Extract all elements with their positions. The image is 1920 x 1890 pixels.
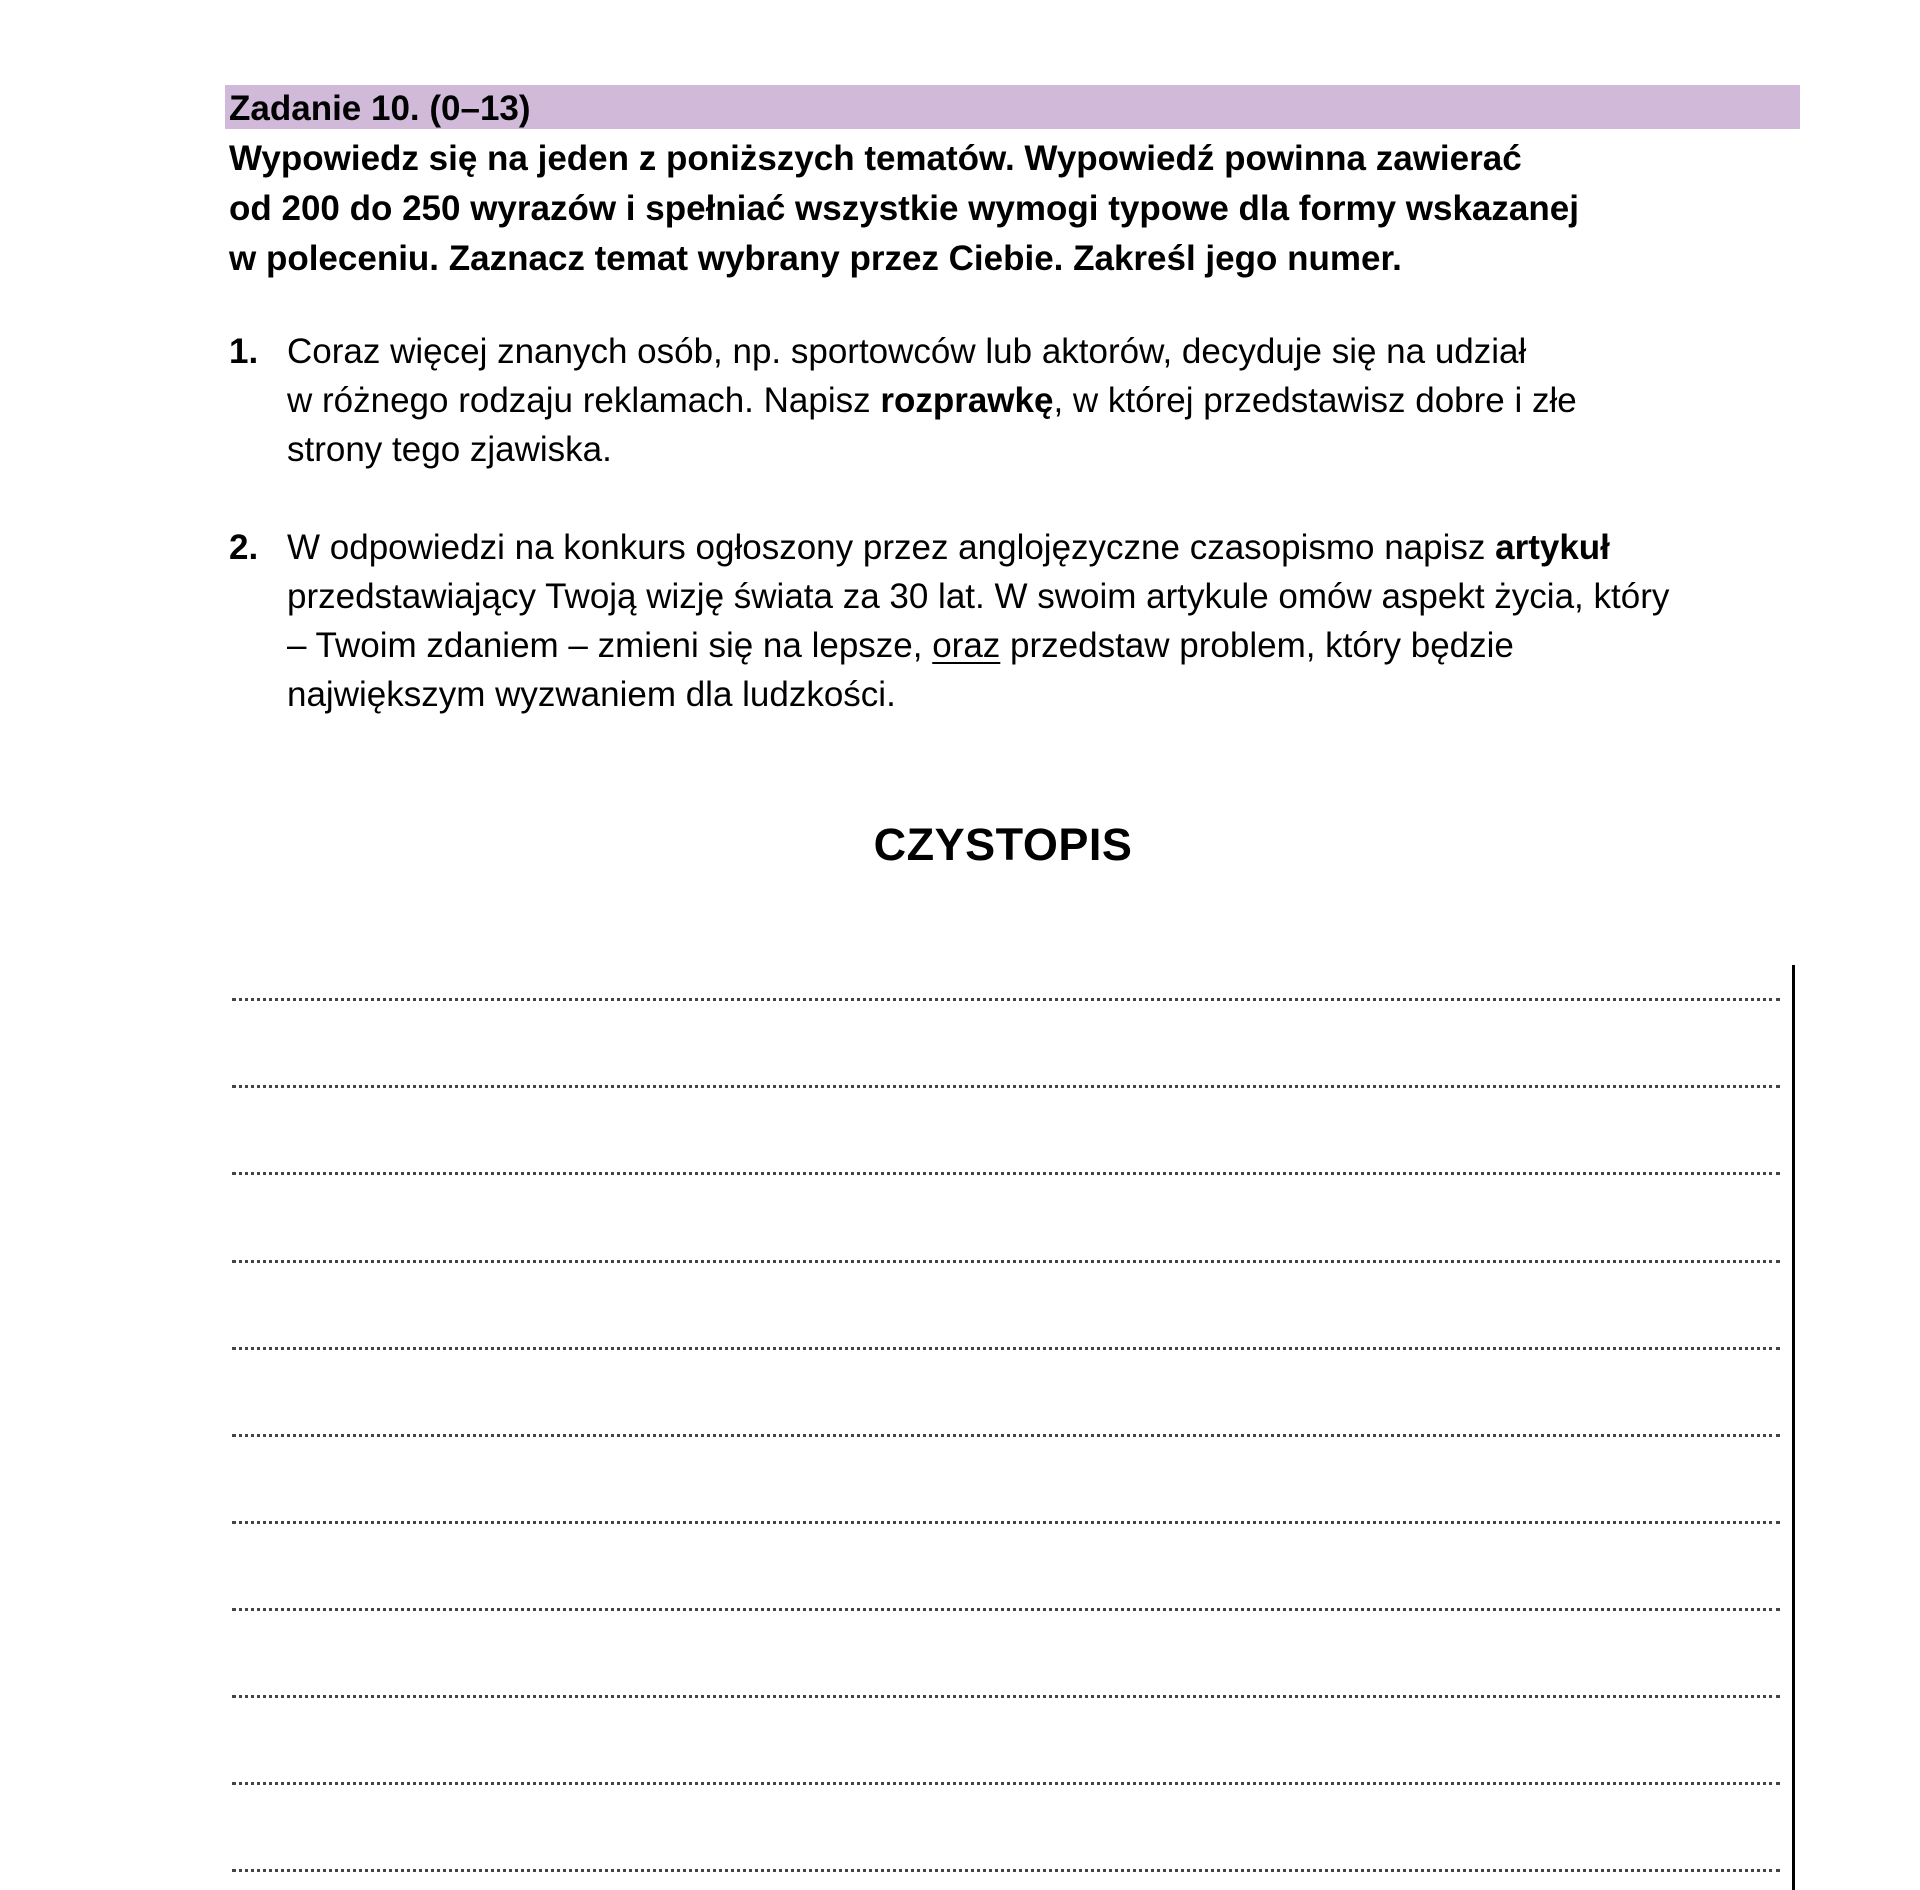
- topic-text-segment: , w której przedstawisz dobre i złe: [1053, 381, 1577, 420]
- essay-form-artykul: artykuł: [1495, 528, 1610, 567]
- instruction-line: w poleceniu. Zaznacz temat wybrany przez Ciebie. Zakreśl jego numer.: [229, 239, 1402, 278]
- topic-text: [287, 523, 1669, 719]
- topic-line: największym wyzwaniem dla ludzkości.: [287, 675, 896, 714]
- essay-form-rozprawka: rozprawkę: [880, 381, 1054, 420]
- writing-line[interactable]: [232, 1260, 1780, 1263]
- writing-line[interactable]: [232, 1695, 1780, 1698]
- writing-line[interactable]: [232, 1869, 1780, 1872]
- writing-line[interactable]: [232, 998, 1780, 1001]
- topic-text-segment: – Twoim zdaniem – zmieni się na lepsze,: [287, 626, 933, 665]
- writing-line[interactable]: [232, 1782, 1780, 1785]
- writing-line[interactable]: [232, 1608, 1780, 1611]
- topic-number[interactable]: 1.: [229, 332, 259, 371]
- topic-number[interactable]: 2.: [229, 528, 259, 567]
- writing-line[interactable]: [232, 1172, 1780, 1175]
- task-instruction: [229, 134, 1799, 284]
- instruction-line: od 200 do 250 wyrazów i spełniać wszystkie wymogi typowe dla formy wskazanej: [229, 189, 1579, 228]
- margin-rule: [1792, 965, 1795, 1890]
- topic-line: Coraz więcej znanych osób, np. sportowców lub aktorów, decyduje się na udział: [287, 332, 1527, 371]
- writing-line[interactable]: [232, 1434, 1780, 1437]
- topic-text-segment: przedstaw problem, który będzie: [1000, 626, 1514, 665]
- topic-line: strony tego zjawiska.: [287, 430, 612, 469]
- topic-text-segment: W odpowiedzi na konkurs ogłoszony przez anglojęzyczne czasopismo napisz: [287, 528, 1496, 567]
- clean-copy-heading: CZYSTOPIS: [873, 819, 1133, 870]
- topic-line: [287, 621, 1669, 670]
- topic-line: [287, 523, 1669, 572]
- topic-text: [287, 327, 1577, 474]
- topic-text-segment: w różnego rodzaju reklamach. Napisz: [287, 381, 881, 420]
- topic-line: [287, 376, 1577, 425]
- topic-line: przedstawiający Twoją wizję świata za 30 lat. W swoim artykule omów aspekt życia, który: [287, 577, 1670, 616]
- writing-line[interactable]: [232, 1521, 1780, 1524]
- writing-line[interactable]: [232, 1085, 1780, 1088]
- writing-line[interactable]: [232, 1347, 1780, 1350]
- task-title: Zadanie 10. (0–13): [229, 89, 531, 128]
- underlined-oraz: oraz: [932, 626, 1001, 665]
- instruction-line: Wypowiedz się na jeden z poniższych tematów. Wypowiedź powinna zawierać: [229, 139, 1522, 178]
